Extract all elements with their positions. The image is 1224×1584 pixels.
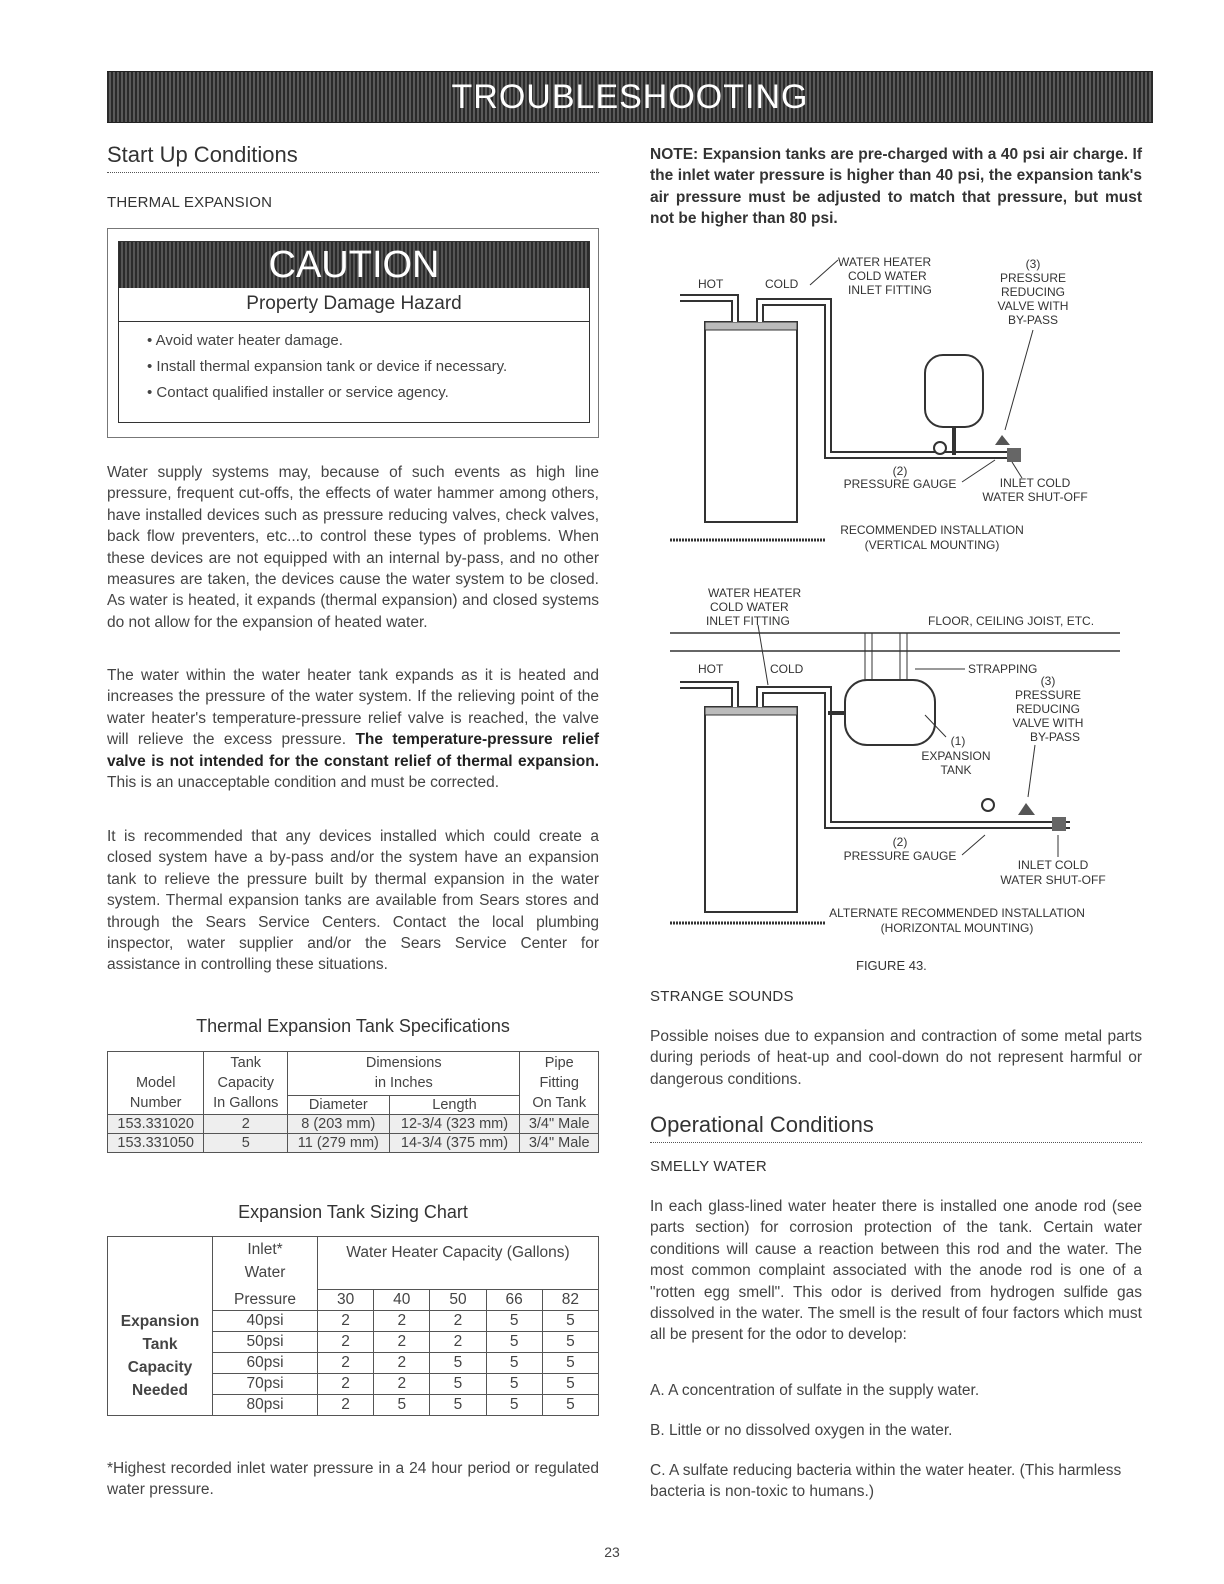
water-heater-top xyxy=(705,322,797,330)
label-prv-5: BY-PASS xyxy=(1007,313,1059,327)
label-gauge-2: PRESSURE GAUGE xyxy=(843,477,957,491)
table-cell: 153.331020 xyxy=(108,1115,204,1134)
table-cell: 3/4" Male xyxy=(520,1115,599,1134)
label-inlet-fitting-2: COLD WATER xyxy=(848,269,927,283)
label2-tank-2: EXPANSION xyxy=(921,749,991,763)
table-cell: 2 xyxy=(204,1115,288,1134)
label2-hot: HOT xyxy=(698,662,724,676)
label-gauge-1: (2) xyxy=(892,464,908,478)
table-cell: 2 xyxy=(430,1332,486,1353)
table-cell: 5 xyxy=(542,1353,598,1374)
list-text: A sulfate reducing bacteria within the water heater. (This harmless bacteria is non-toxic to humans.) xyxy=(650,1462,1122,1500)
table-cell: 5 xyxy=(430,1395,486,1416)
label2-prv-2: PRESSURE xyxy=(1014,688,1082,702)
list-item xyxy=(650,1380,1142,1401)
table-cell: 2 xyxy=(318,1374,374,1395)
paragraph-tank-expands xyxy=(107,665,599,793)
pressure-cell: 50psi xyxy=(213,1332,318,1353)
table-cell: 5 xyxy=(542,1395,598,1416)
spec-table xyxy=(107,1051,599,1153)
table-cell: 2 xyxy=(318,1353,374,1374)
prv-valve-icon-2 xyxy=(1018,803,1035,815)
pressure-gauge-icon-2 xyxy=(982,799,994,811)
list-item xyxy=(650,1420,1142,1441)
para2-text-b: This is an unacceptable condition and must be corrected. xyxy=(107,774,500,792)
label2-prv-1: (3) xyxy=(1040,674,1056,688)
label-shutoff-2: WATER SHUT-OFF xyxy=(982,490,1088,504)
label2-shutoff-1: INLET COLD xyxy=(1017,858,1089,872)
subheading-thermal-expansion: THERMAL EXPANSION xyxy=(107,194,273,211)
label-inlet-fitting-1: WATER HEATER xyxy=(838,255,932,269)
table-cell: 5 xyxy=(542,1374,598,1395)
prv-valve-icon xyxy=(995,435,1010,445)
spec-header-tank: Tank Capacity In Gallons xyxy=(204,1052,288,1115)
caution-list xyxy=(147,332,589,401)
label2-floor: FLOOR, CEILING JOIST, ETC. xyxy=(928,614,1095,628)
pressure-cell: 80psi xyxy=(213,1395,318,1416)
label2-gauge-2: PRESSURE GAUGE xyxy=(843,849,957,863)
section-title-start-up: Start Up Conditions xyxy=(107,142,599,173)
table-cell: 5 xyxy=(486,1395,542,1416)
caution-item: • Contact qualified installer or service agency. xyxy=(147,384,589,401)
label2-tank-3: TANK xyxy=(940,763,972,777)
label2-gauge-1: (2) xyxy=(892,835,908,849)
label2-shutoff-2: WATER SHUT-OFF xyxy=(1000,873,1106,887)
shutoff-valve-icon xyxy=(1007,448,1021,462)
paragraph-strange-sounds: Possible noises due to expansion and contraction of some metal parts during periods of heat-up and cool-down do not represent harmful or dangerous conditions. xyxy=(650,1028,1142,1088)
spec-header-model: Model Number xyxy=(108,1052,204,1115)
sizing-capacity-header: Water Heater Capacity (Gallons) xyxy=(318,1237,599,1270)
table-cell: 2 xyxy=(318,1332,374,1353)
expansion-tank xyxy=(925,355,983,427)
shutoff-valve-icon-2 xyxy=(1052,817,1066,831)
table-cell: 2 xyxy=(430,1311,486,1332)
label-caption-2: (VERTICAL MOUNTING) xyxy=(864,538,1000,552)
pressure-gauge-icon xyxy=(934,442,946,454)
capacity-col: 50 xyxy=(430,1290,486,1311)
list-text: A concentration of sulfate in the supply water. xyxy=(668,1382,980,1399)
label2-prv-5: BY-PASS xyxy=(1029,730,1081,744)
sizing-side-label: Expansion Tank Capacity Needed xyxy=(108,1237,213,1416)
label2-prv-3: REDUCING xyxy=(1015,702,1081,716)
footnote: *Highest recorded inlet water pressure in a 24 hour period or regulated water pressure. xyxy=(107,1460,599,1499)
subheading-smelly-water: SMELLY WATER xyxy=(650,1158,767,1175)
caution-subtitle: Property Damage Hazard xyxy=(119,288,589,322)
label-caption-1: RECOMMENDED INSTALLATION xyxy=(840,523,1024,537)
label-hot: HOT xyxy=(698,277,724,291)
diagram-vertical-mounting xyxy=(650,250,1142,560)
list-letter: B. xyxy=(650,1422,665,1439)
list-letter: C. xyxy=(650,1462,666,1479)
sizing-table-caption: Expansion Tank Sizing Chart xyxy=(238,1202,468,1222)
spec-header-pipe: Pipe Fitting On Tank xyxy=(520,1052,599,1115)
table-cell: 2 xyxy=(374,1332,430,1353)
spec-header-diameter: Diameter xyxy=(288,1095,389,1114)
pressure-cell: 40psi xyxy=(213,1311,318,1332)
sizing-pressure-header: Pressure xyxy=(213,1290,318,1311)
spec-header-dimensions: Dimensions in Inches xyxy=(288,1052,520,1096)
paragraph-recommended: It is recommended that any devices installed which could create a closed system have a by-pass and/or the system have an expansion tank to relieve the pressure built by thermal expansion in the water system. Thermal expansion tanks are available from Sears stores and through the Sears Service Centers. Contact the local plumbing inspector, water supplier and/or the Sears Service Center for assistance in controlling these situations. xyxy=(107,828,599,974)
spec-header-length: Length xyxy=(389,1095,520,1114)
diagram-horizontal-mounting xyxy=(650,585,1142,945)
label2-tank-1: (1) xyxy=(950,734,966,748)
table-cell: 5 xyxy=(204,1134,288,1153)
table-cell: 153.331050 xyxy=(108,1134,204,1153)
banner-title: TROUBLESHOOTING xyxy=(451,78,809,116)
para2-text-a: The water within the water heater tank expands as it is heated and increases the pressure of the water system. If the relieving point of the water heater's temperature-pressure relief valve is reached, the valve will relieve the excess pressure. xyxy=(107,667,599,749)
subheading-strange-sounds: STRANGE SOUNDS xyxy=(650,988,794,1005)
note-expansion-precharge: NOTE: Expansion tanks are pre-charged with a 40 psi air charge. If the inlet water pressure is higher than 40 psi, the expansion tank's air pressure must be adjusted to match that pressure, but must not be higher than 80 psi. xyxy=(650,146,1142,228)
caution-box xyxy=(107,228,599,438)
table-cell: 11 (279 mm) xyxy=(288,1134,389,1153)
table-cell: 14-3/4 (375 mm) xyxy=(389,1134,520,1153)
label2-inlet-fitting-2: COLD WATER xyxy=(710,600,789,614)
label2-inlet-fitting-1: WATER HEATER xyxy=(708,586,802,600)
paragraph-water-supply: Water supply systems may, because of such events as high line pressure, frequent cut-offs, the effects of water hammer among others, have installed devices such as pressure reducing valves, check valves, back flow preventers, etc...to control these types of problems. When these devices are not equipped with an internal by-pass, and no other measures are taken, the devices cause the water system to be closed. As water is heated, it expands (thermal expansion) and closed systems do not allow for the expansion of heated water. xyxy=(107,464,599,631)
table-cell: 2 xyxy=(318,1311,374,1332)
table-row xyxy=(108,1134,599,1153)
table-cell: 5 xyxy=(430,1353,486,1374)
para2-warning-bold: The temperature-pressure relief valve is not intended for the constant relief of thermal expansion. xyxy=(107,731,600,770)
caution-item: • Avoid water heater damage. xyxy=(147,332,589,349)
label2-caption-1: ALTERNATE RECOMMENDED INSTALLATION xyxy=(829,906,1085,920)
page-number: 23 xyxy=(604,1544,620,1560)
hot-pipe-2 xyxy=(680,685,735,707)
table-cell: 12-3/4 (323 mm) xyxy=(389,1115,520,1134)
capacity-col: 82 xyxy=(542,1290,598,1311)
figure-label: FIGURE 43. xyxy=(856,958,927,973)
table-cell: 5 xyxy=(486,1332,542,1353)
table-cell: 5 xyxy=(486,1311,542,1332)
water-heater-body xyxy=(705,322,797,522)
pressure-cell: 60psi xyxy=(213,1353,318,1374)
list-text: Little or no dissolved oxygen in the water. xyxy=(668,1422,953,1439)
water-heater-body-2 xyxy=(705,707,797,912)
table-cell: 3/4" Male xyxy=(520,1134,599,1153)
table-cell: 5 xyxy=(542,1332,598,1353)
spec-table-caption: Thermal Expansion Tank Specifications xyxy=(196,1016,510,1036)
label-inlet-fitting-3: INLET FITTING xyxy=(848,283,932,297)
table-cell: 2 xyxy=(374,1353,430,1374)
capacity-col: 30 xyxy=(318,1290,374,1311)
label2-prv-4: VALVE WITH xyxy=(1012,716,1084,730)
table-cell: 2 xyxy=(318,1395,374,1416)
label2-caption-2: (HORIZONTAL MOUNTING) xyxy=(880,921,1034,935)
label2-inlet-fitting-3: INLET FITTING xyxy=(706,614,790,628)
pressure-cell: 70psi xyxy=(213,1374,318,1395)
list-letter: A. xyxy=(650,1382,665,1399)
table-cell: 5 xyxy=(374,1395,430,1416)
label-prv-2: PRESSURE xyxy=(999,271,1067,285)
page-banner xyxy=(107,71,1153,123)
label-shutoff-1: INLET COLD xyxy=(999,476,1071,490)
table-cell: 2 xyxy=(374,1374,430,1395)
table-cell: 5 xyxy=(430,1374,486,1395)
table-cell: 5 xyxy=(542,1311,598,1332)
list-item xyxy=(650,1460,1142,1502)
section-title-operational: Operational Conditions xyxy=(650,1112,1142,1143)
caution-header xyxy=(119,242,589,288)
caution-title: CAUTION xyxy=(268,244,440,286)
capacity-col: 40 xyxy=(374,1290,430,1311)
label-cold: COLD xyxy=(765,277,799,291)
caution-item: • Install thermal expansion tank or device if necessary. xyxy=(147,358,589,375)
label2-cold: COLD xyxy=(770,662,804,676)
table-cell: 8 (203 mm) xyxy=(288,1115,389,1134)
expansion-tank-horizontal xyxy=(845,680,935,745)
paragraph-smelly-water: In each glass-lined water heater there is installed one anode rod (see parts section) for corrosion protection of the tank. Certain water conditions will cause a reaction between this rod and the water. The most common complaint associated with the anode rod is one of a "rotten egg smell". This odor is derived from hydrogen sulfide gas dissolved in the water. The smell is the result of four factors which must all be present for the odor to develop: xyxy=(650,1198,1142,1344)
table-row xyxy=(108,1115,599,1134)
sizing-table xyxy=(107,1236,599,1416)
sizing-inlet-header: Inlet* Water xyxy=(213,1237,318,1290)
hot-pipe xyxy=(680,298,735,322)
label-prv-1: (3) xyxy=(1025,257,1041,271)
table-cell: 2 xyxy=(374,1311,430,1332)
table-cell: 5 xyxy=(486,1353,542,1374)
label2-strapping: STRAPPING xyxy=(968,662,1038,676)
label-prv-3: REDUCING xyxy=(1000,285,1066,299)
table-cell: 5 xyxy=(486,1374,542,1395)
capacity-col: 66 xyxy=(486,1290,542,1311)
label-prv-4: VALVE WITH xyxy=(997,299,1069,313)
